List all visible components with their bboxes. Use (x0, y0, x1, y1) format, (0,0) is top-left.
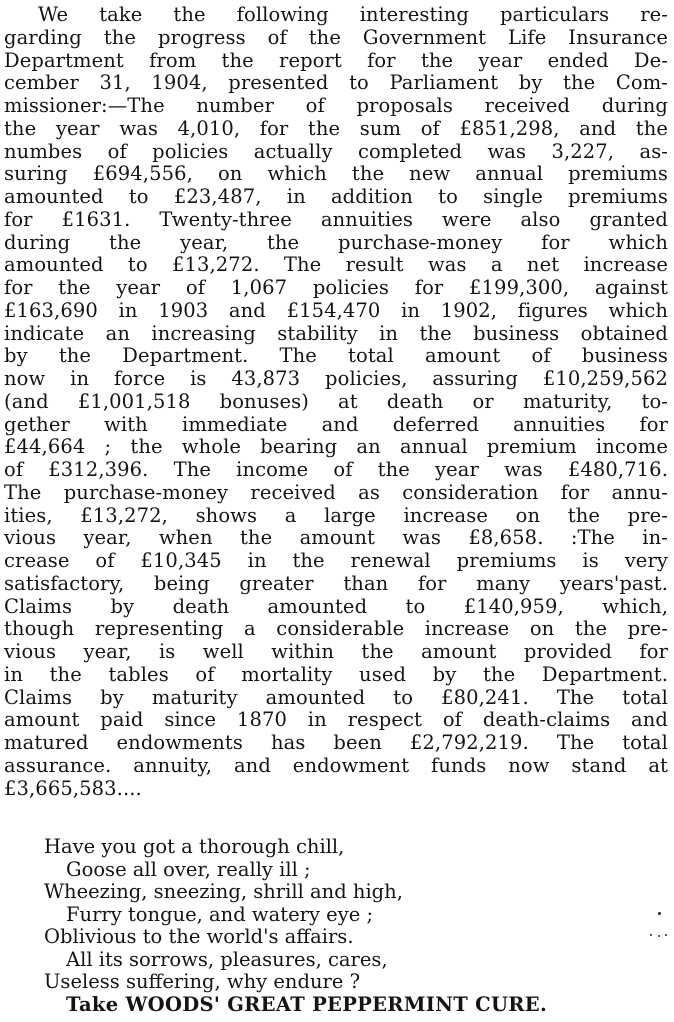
advertisement-verse (0, 836, 674, 1016)
article-line: suring £694,556, on which the new annual premiums (4, 162, 668, 186)
article-line: amounted to £23,487, in addition to single premiums (4, 185, 668, 208)
article-line: numbes of policies actually completed was 3,227, as- (4, 139, 668, 163)
article-line: crease of £10,345 in the renewal premiums is very (4, 549, 668, 572)
article-line: vious year, when the amount was £8,658. :The in- (4, 526, 668, 550)
article-line: assurance. annuity, and endowment funds now stand at (4, 753, 668, 777)
article-line: vious year, is well within the amount provided for (4, 640, 668, 663)
article-line: by the Department. The total amount of business (4, 344, 668, 368)
article-line: during the year, the purchase-money for which (4, 230, 668, 254)
article-line: indicate an increasing stability in the business obtained (4, 321, 668, 345)
article-line: Claims by maturity amounted to £80,241. The total (4, 685, 668, 709)
article-line: (and £1,001,518 bonuses) at death or maturity, to- (4, 389, 668, 413)
article-line: satisfactory, being greater than for many years'past. (4, 571, 668, 595)
article-line: garding the progress of the Government Life Insurance (4, 25, 668, 49)
article-line: The purchase-money received as consideration for annu- (4, 480, 668, 504)
article-line: missioner:—The number of proposals received during (4, 94, 668, 117)
verse-line: Furry tongue, and watery eye ; (66, 902, 374, 926)
article-line: ities, £13,272, shows a large increase on the pre- (4, 503, 668, 527)
verse-line: Wheezing, sneezing, shrill and high, (44, 880, 403, 903)
print-speck (665, 934, 667, 936)
article-line: for the year of 1,067 policies for £199,300, against (4, 276, 668, 299)
article-line: in the tables of mortality used by the Department. (4, 662, 668, 686)
print-speck (658, 912, 661, 915)
article-line: of £312,396. The income of the year was £480,716. (4, 458, 668, 481)
print-speck (658, 935, 660, 937)
article-line: cember 31, 1904, presented to Parliament by the Com- (4, 71, 668, 95)
article-line: though representing a considerable increase on the pre- (4, 617, 668, 641)
article-line: the year was 4,010, for the sum of £851,298, and the (4, 116, 668, 140)
verse-line-product: Take WOODS' GREAT PEPPERMINT CURE. (66, 992, 548, 1016)
article-line: £3,665,583.... (4, 776, 142, 800)
article-line: Department from the report for the year ended De- (4, 48, 668, 72)
article-line: now in force is 43,873 policies, assuring £10,259,562 (4, 367, 668, 390)
article-line: amounted to £13,272. The result was a net increase (4, 253, 668, 277)
article-line: gether with immediate and deferred annuities for (4, 412, 668, 436)
article-line: matured endowments has been £2,792,219. The total (4, 731, 668, 754)
article-line: amount paid since 1870 in respect of death-claims and (4, 708, 668, 732)
verse-line: Oblivious to the world's affairs. (44, 925, 354, 948)
print-speck (650, 934, 652, 936)
verse-line: Useless suffering, why endure ? (44, 970, 361, 993)
article-line: £44,664 ; the whole bearing an annual premium income (4, 435, 668, 459)
article-line: for £1631. Twenty-three annuities were also granted (4, 207, 668, 231)
article-line: £163,690 in 1903 and £154,470 in 1902, figures which (4, 298, 668, 322)
article-line: Claims by death amounted to £140,959, which, (4, 594, 668, 618)
verse-line: Goose all over, really ill ; (66, 857, 311, 881)
article-line: We take the following interesting particulars re- (38, 3, 668, 26)
article-body (4, 4, 668, 800)
verse-line: All its sorrows, pleasures, cares, (66, 947, 388, 971)
verse-line: Have you got a thorough chill, (44, 835, 345, 858)
